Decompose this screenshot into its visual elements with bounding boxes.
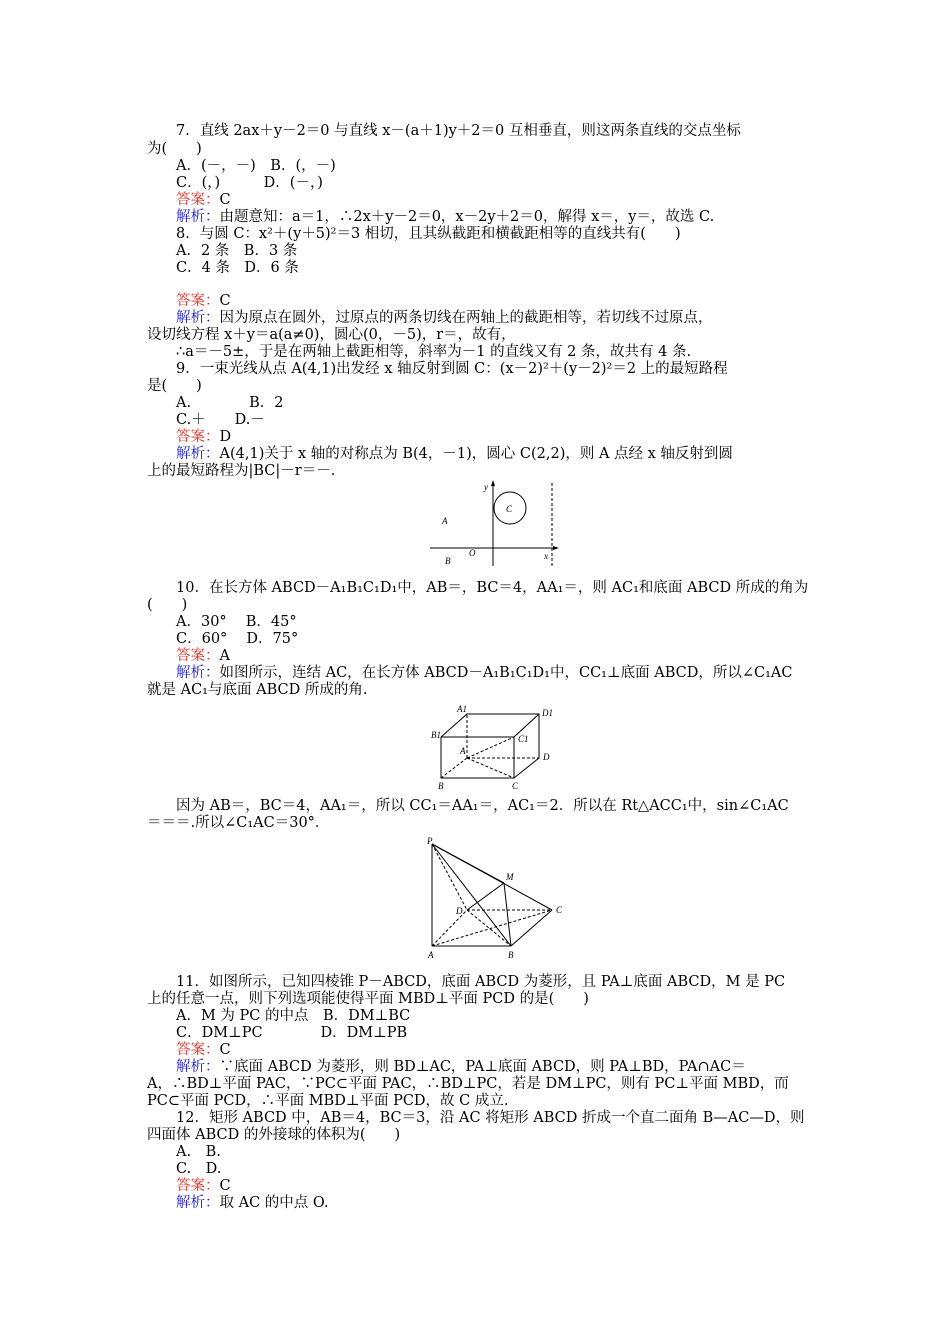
text-line (147, 1076, 789, 1093)
analysis-label: 解析： (176, 1195, 220, 1211)
text-span: 因为 AB＝，BC＝4，AA₁＝，所以 CC₁＝AA₁＝，AC₁＝2．所以在 Rt△ACC₁中，sin∠C₁AC (176, 798, 789, 814)
text-span: 因为原点在圆外，过原点的两条切线在两轴上的截距相等，若切线不过原点， (219, 310, 713, 326)
text-span: ＝＝＝.所以∠C₁AC＝30°． (147, 815, 330, 831)
text-line (176, 293, 231, 310)
text-span: C (219, 293, 231, 309)
x-axis-label: x (544, 551, 548, 561)
b-label: B (438, 781, 444, 791)
answer-label: 答案： (176, 1042, 220, 1058)
text-span: C．(，) D．(－，) (176, 175, 323, 191)
text-span: 设切线方程 x＋y＝a(a≠0)，圆心(0，－5)，r＝，故有， (147, 327, 516, 343)
text-span: ∴a＝－5±，于是在两轴上截距相等，斜率为－1 的直线又有 2 条，故共有 4 条. (176, 344, 692, 360)
text-line (176, 665, 792, 682)
answer-label: 答案： (176, 648, 220, 664)
c-label: C (556, 905, 563, 915)
text-span: ∵底面 ABCD 为菱形，则 BD⊥AC，PA⊥底面 ABCD，则 PA⊥BD，PA∩AC＝ (219, 1059, 746, 1075)
text-span: A．30° B．45° (176, 614, 297, 630)
text-span: A (219, 648, 230, 664)
text-line (176, 631, 298, 648)
text-line (176, 260, 299, 277)
answer-label: 答案： (176, 192, 220, 208)
text-span: 10．在长方体 ABCD－A₁B₁C₁D₁中，AB＝，BC＝4，AA₁＝，则 AC₁和底面 ABCD 所成的角为 (176, 580, 809, 596)
text-line (176, 1195, 329, 1212)
text-line (176, 344, 691, 361)
d1-label: D1 (542, 708, 553, 718)
p-label: P (427, 836, 433, 846)
m-label: M (506, 872, 514, 882)
text-span: C. D. (176, 1161, 222, 1177)
text-span: A．(－，－) B．(，－) (176, 158, 336, 174)
text-line (176, 580, 808, 597)
text-span: A，∴BD⊥平面 PAC，∵PC⊂平面 PAC，∴BD⊥PC，若是 DM⊥PC，则有 PC⊥平面 MBD，而 (147, 1076, 789, 1092)
text-span: C．DM⊥PC D．DM⊥PB (176, 1025, 408, 1041)
cuboid-figure (430, 702, 570, 792)
text-span: C.＋ D.－ (176, 412, 265, 428)
analysis-label: 解析： (176, 446, 220, 462)
text-line (147, 991, 589, 1008)
text-line (176, 648, 230, 665)
analysis-label: 解析： (176, 310, 220, 326)
text-span: ( ) (147, 597, 188, 613)
analysis-label: 解析： (176, 665, 220, 681)
pyramid-figure (422, 836, 572, 964)
analysis-label: 解析： (176, 209, 220, 225)
text-line (176, 192, 231, 209)
text-line (176, 1178, 231, 1195)
text-span: D (219, 429, 232, 445)
text-line (147, 682, 367, 699)
y-axis-label: y (484, 482, 488, 492)
text-line (176, 1110, 804, 1127)
origin-label: O (469, 548, 476, 558)
text-line (176, 1008, 410, 1025)
text-line (147, 1093, 508, 1110)
text-span: 取 AC 的中点 O. (219, 1195, 329, 1211)
d-label: D (543, 752, 550, 762)
text-span: 11．如图所示，已知四棱锥 P－ABCD，底面 ABCD 为菱形，且 PA⊥底面 ABCD，M 是 PC (176, 974, 786, 990)
c-label: C (512, 781, 519, 791)
circle-center-label: C (506, 504, 513, 514)
text-span: 就是 AC₁与底面 ABCD 所成的角. (147, 682, 368, 698)
text-span: 为( ) (147, 141, 202, 157)
text-line (176, 798, 789, 815)
answer-label: 答案： (176, 1178, 220, 1194)
text-span: PC⊂平面 PCD，∴平面 MBD⊥平面 PCD，故 C 成立. (147, 1093, 509, 1109)
text-span: 12．矩形 ABCD 中，AB＝4，BC＝3，沿 AC 将矩形 ABCD 折成一个直二面角 B—AC—D，则 (176, 1110, 805, 1126)
text-span: 8．与圆 C：x²＋(y＋5)²＝3 相切，且其纵截距和横截距相等的直线共有( ) (176, 226, 681, 242)
text-line (176, 243, 297, 260)
a-label: A (460, 746, 466, 756)
b1-label: B1 (431, 730, 441, 740)
text-line (176, 175, 323, 192)
text-span: A. B．2 (176, 395, 284, 411)
analysis-label: 解析： (176, 1059, 220, 1075)
text-line (176, 1025, 407, 1042)
text-span: C (219, 1178, 231, 1194)
text-line (147, 815, 329, 832)
text-line (176, 310, 713, 327)
text-line (176, 429, 231, 446)
text-line (176, 226, 681, 243)
answer-label: 答案： (176, 293, 220, 309)
text-line (176, 361, 728, 378)
text-line (176, 395, 283, 412)
text-line (176, 1144, 221, 1161)
text-span: C．4 条 D．6 条 (176, 260, 299, 276)
text-line (147, 141, 202, 158)
coordinate-figure (425, 478, 565, 568)
text-span: 如图所示，连结 AC，在长方体 ABCD－A₁B₁C₁D₁中，CC₁⊥底面 ABCD，所以∠C₁AC (219, 665, 793, 681)
text-line (176, 158, 336, 175)
d-label: D (456, 906, 463, 916)
text-span: 是( ) (147, 378, 202, 394)
text-span: A．M 为 PC 的中点 B．DM⊥BC (176, 1008, 411, 1024)
text-span: C (219, 1042, 231, 1058)
text-span: 7．直线 2ax＋y－2＝0 与直线 x－(a＋1)y＋2＝0 互相垂直，则这两条直线的交点坐标 (176, 123, 741, 139)
text-line (176, 446, 733, 463)
a-label: A (428, 950, 434, 960)
text-span: C (219, 192, 231, 208)
text-span: 上的最短路程为|BC|－r＝－. (147, 463, 336, 479)
point-a-label: A (442, 516, 448, 526)
text-line (147, 327, 516, 344)
text-span: A. B. (176, 1144, 221, 1160)
text-line (147, 1127, 400, 1144)
text-line (176, 1059, 746, 1076)
text-span: 上的任意一点，则下列选项能使得平面 MBD⊥平面 PCD 的是( ) (147, 991, 589, 1007)
text-span: A．2 条 B．3 条 (176, 243, 298, 259)
text-span: C．60° D．75° (176, 631, 299, 647)
text-line (147, 597, 187, 614)
text-line (176, 974, 785, 991)
text-span: 9．一束光线从点 A(4,1)出发经 x 轴反射到圆 C：(x－2)²＋(y－2)²＝2 上的最短路程 (176, 361, 728, 377)
b-label: B (508, 950, 514, 960)
a1-label: A1 (457, 704, 467, 714)
text-line (176, 1042, 231, 1059)
c1-label: C1 (518, 734, 529, 744)
answer-label: 答案： (176, 429, 220, 445)
text-span: A(4,1)关于 x 轴的对称点为 B(4，－1)，圆心 C(2,2)，则 A 点经 x 轴反射到圆 (219, 446, 733, 462)
text-line (147, 463, 335, 480)
text-span: 由题意知：a＝1，∴2x＋y－2＝0，x－2y＋2＝0，解得 x＝，y＝，故选 C. (219, 209, 715, 225)
text-line (176, 123, 741, 140)
text-line (176, 614, 297, 631)
text-line (147, 378, 202, 395)
text-line (176, 412, 265, 429)
text-line (176, 209, 714, 226)
text-span: 四面体 ABCD 的外接球的体积为( ) (147, 1127, 401, 1143)
point-b-label: B (445, 556, 451, 566)
text-line (176, 1161, 221, 1178)
